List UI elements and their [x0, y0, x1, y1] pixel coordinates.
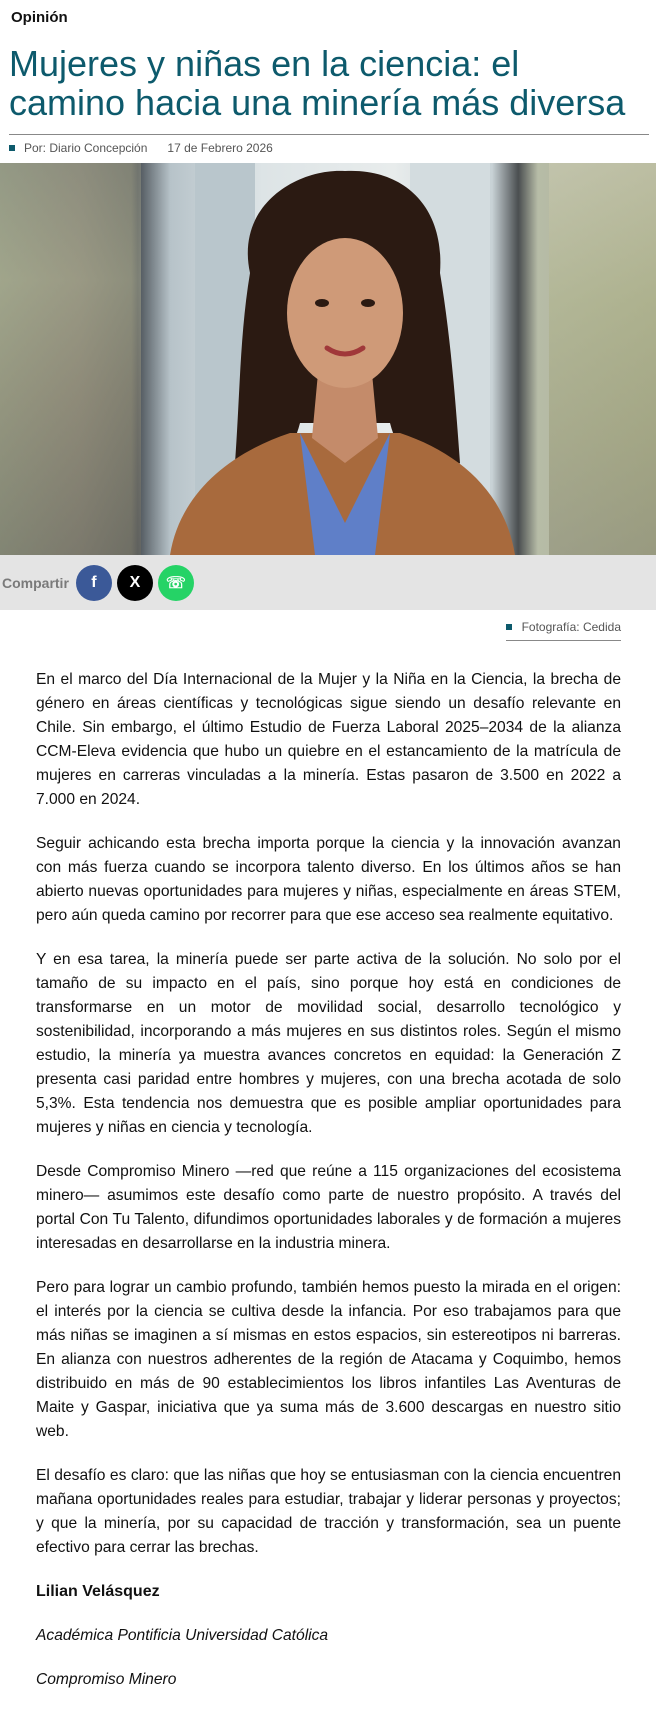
paragraph: En el marco del Día Internacional de la Mujer y la Niña en la Ciencia, la brecha de género en áreas científicas y tecnológicas sigue siendo un desafío relevante en Chile. Sin embargo, el último Estudio de Fuerza Laboral 2025–2034 de la alianza CCM-Eleva evidencia que hubo un quiebre en el estancamiento de la matrícula de mujeres en carreras vinculadas a la minería. Estas pasaron de 3.500 en 2022 a 7.000 en 2024.	[36, 671, 621, 808]
paragraph: Y en esa tarea, la minería puede ser parte activa de la solución. No solo por el tamaño de su impacto en el país, sino porque hoy está en condiciones de transformarse en un motor de movilidad social, desarrollo tecnológico y sostenibilidad, incorporando a más mujeres en sus distintos roles. Según el mismo estudio, la minería ya muestra avances concretos en equidad: la Generación Z presenta casi paridad entre hombres y mujeres, con una brecha acotada de solo 5,3%. Esta tendencia nos demuestra que es posible ampliar oportunidades para mujeres y niñas en ciencia y tecnología.	[36, 951, 621, 1136]
portrait-illustration	[0, 163, 656, 555]
photo-credit-text: Fotografía: Cedida	[521, 620, 621, 634]
whatsapp-icon: ☏	[165, 574, 186, 592]
photo-credit	[506, 620, 621, 641]
article-photo	[0, 163, 656, 555]
paragraph: Desde Compromiso Minero —red que reúne a 115 organizaciones del ecosistema minero— asumimos este desafío como parte de nuestro propósito. A través del portal Con Tu Talento, difundimos oportunidades laborales y de formación a mujeres interesadas en desarrollarse en la industria minera.	[36, 1163, 621, 1252]
section-label[interactable]: Opinión	[11, 9, 68, 26]
share-bar	[0, 555, 656, 610]
divider	[9, 134, 649, 135]
paragraph: Pero para lograr un cambio profundo, también hemos puesto la mirada en el origen: el interés por la ciencia se cultiva desde la infancia. Por eso trabajamos para que más niñas se imaginen a sí mismas en estos espacios, sin estereotipos ni barreras. En alianza con nuestros adherentes de la región de Atacama y Coquimbo, hemos distribuido en más de 90 establecimientos los libros infantiles Las Aventuras de Maite y Gaspar, iniciativa que ya suma más de 3.600 descargas en nuestro sitio web.	[36, 1279, 621, 1440]
paragraph: Seguir achicando esta brecha importa porque la ciencia y la innovación avanzan con más fuerza cuando se incorpora talento diverso. En los últimos años se han abierto nuevas oportunidades para mujeres y niñas, especialmente en áreas STEM, pero aún queda camino por recorrer para que ese acceso sea realmente equitativo.	[36, 835, 621, 924]
signature-name: Lilian Velásquez	[36, 1583, 160, 1600]
facebook-icon: f	[91, 573, 97, 591]
byline-date: 17 de Febrero 2026	[167, 141, 273, 155]
facebook-share-button[interactable]	[76, 565, 112, 601]
x-icon: X	[129, 573, 141, 591]
article-headline: Mujeres y niñas en la ciencia: el camino hacia una minería más diversa	[9, 43, 626, 123]
square-bullet-icon	[9, 145, 15, 151]
article-body	[36, 668, 621, 1712]
signature-organization: Compromiso Minero	[36, 1671, 177, 1688]
paragraph: El desafío es claro: que las niñas que hoy se entusiasman con la ciencia encuentren mañana oportunidades reales para estudiar, trabajar y liderar personas y proyectos; y que la minería, por su capacidad de tracción y transformación, sea un puente efectivo para cerrar las brechas.	[36, 1467, 621, 1556]
signature-affiliation: Académica Pontificia Universidad Católica	[36, 1627, 329, 1644]
share-label: Compartir	[2, 574, 69, 591]
author-signature	[36, 1580, 621, 1692]
x-share-button[interactable]	[117, 565, 153, 601]
square-bullet-icon	[506, 624, 512, 630]
byline	[9, 141, 273, 155]
whatsapp-share-button[interactable]	[158, 565, 194, 601]
byline-author: Por: Diario Concepción	[24, 141, 148, 155]
